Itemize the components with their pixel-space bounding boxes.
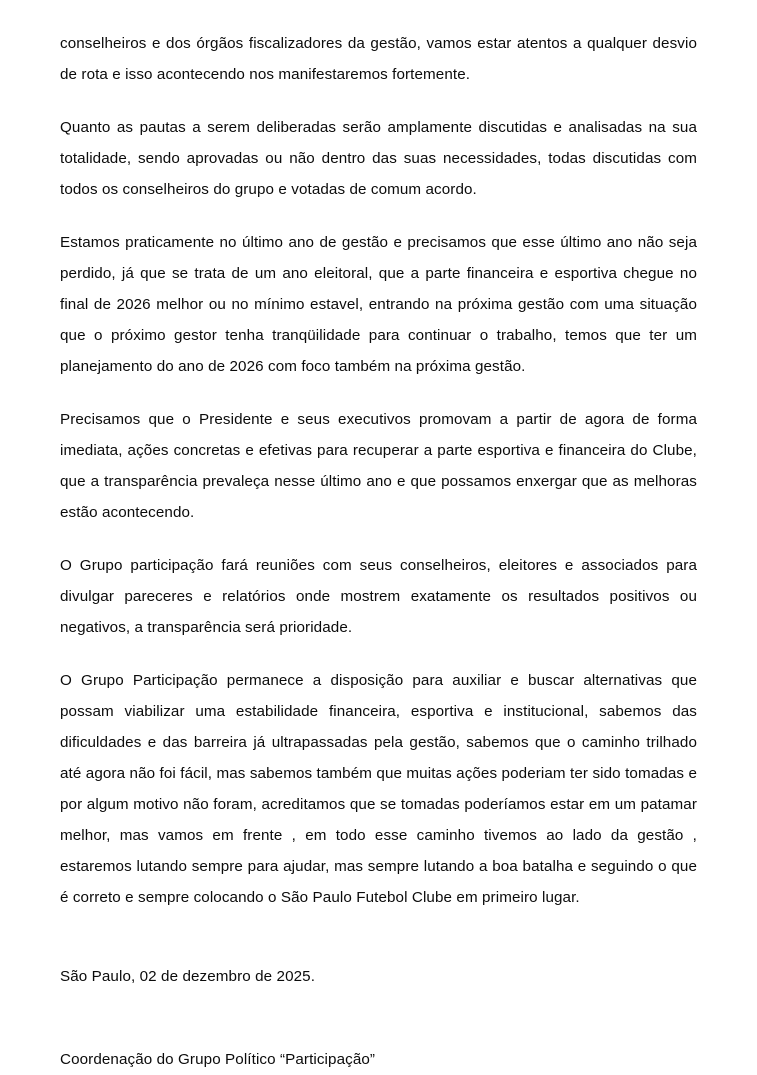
paragraph-3: Estamos praticamente no último ano de gestão e precisamos que esse último ano não seja perdido, já que se trata de um ano eleitoral, que a parte financeira e esportiva chegue no final de 2026 melhor ou no mínimo estavel, entrando na próxima gestão com uma situação que o próximo gestor tenha tranqüilidade para continuar o trabalho, temos que ter um planejamento do ano de 2026 com foco também na próxima gestão. — [60, 234, 697, 375]
paragraph-5: O Grupo participação fará reuniões com seus conselheiros, eleitores e associados para divulgar pareceres e relatórios onde mostrem exatamente os resultados positivos ou negativos, a transparência será prioridade. — [60, 557, 697, 636]
paragraph-4: Precisamos que o Presidente e seus executivos promovam a partir de agora de forma imediata, ações concretas e efetivas para recuperar a parte esportiva e financeira do Clube, que a transparência prevaleça nesse último ano e que possamos enxergar que as melhoras estão acontecendo. — [60, 411, 697, 521]
spacer-before-place-date — [60, 935, 697, 961]
document-body — [60, 28, 697, 1075]
paragraph-1: conselheiros e dos órgãos fiscalizadores da gestão, vamos estar atentos a qualquer desvio de rota e isso acontecendo nos manifestaremos fortemente. — [60, 35, 697, 83]
signature-line: Coordenação do Grupo Político “Participação” — [60, 1051, 376, 1068]
paragraph-6: O Grupo Participação permanece a disposição para auxiliar e buscar alternativas que possam viabilizar uma estabilidade financeira, esportiva e institucional, sabemos das dificuldades e das barreira já ultrapassadas pela gestão, sabemos que o caminho trilhado até agora não foi fácil, mas sabemos também que muitas ações poderiam ter sido tomadas e por algum motivo não foram, acreditamos que se tomadas poderíamos estar em um patamar melhor, mas vamos em frente , em todo esse caminho tivemos ao lado da gestão , estaremos lutando sempre para ajudar, mas sempre lutando a boa batalha e seguindo o que é correto e sempre colocando o São Paulo Futebol Clube em primeiro lugar. — [60, 672, 697, 906]
spacer-before-signature — [60, 1014, 697, 1044]
place-and-date: São Paulo, 02 de dezembro de 2025. — [60, 968, 316, 985]
paragraph-2: Quanto as pautas a serem deliberadas serão amplamente discutidas e analisadas na sua totalidade, sendo aprovadas ou não dentro das suas necessidades, todas discutidas com todos os conselheiros do grupo e votadas de comum acordo. — [60, 119, 697, 198]
